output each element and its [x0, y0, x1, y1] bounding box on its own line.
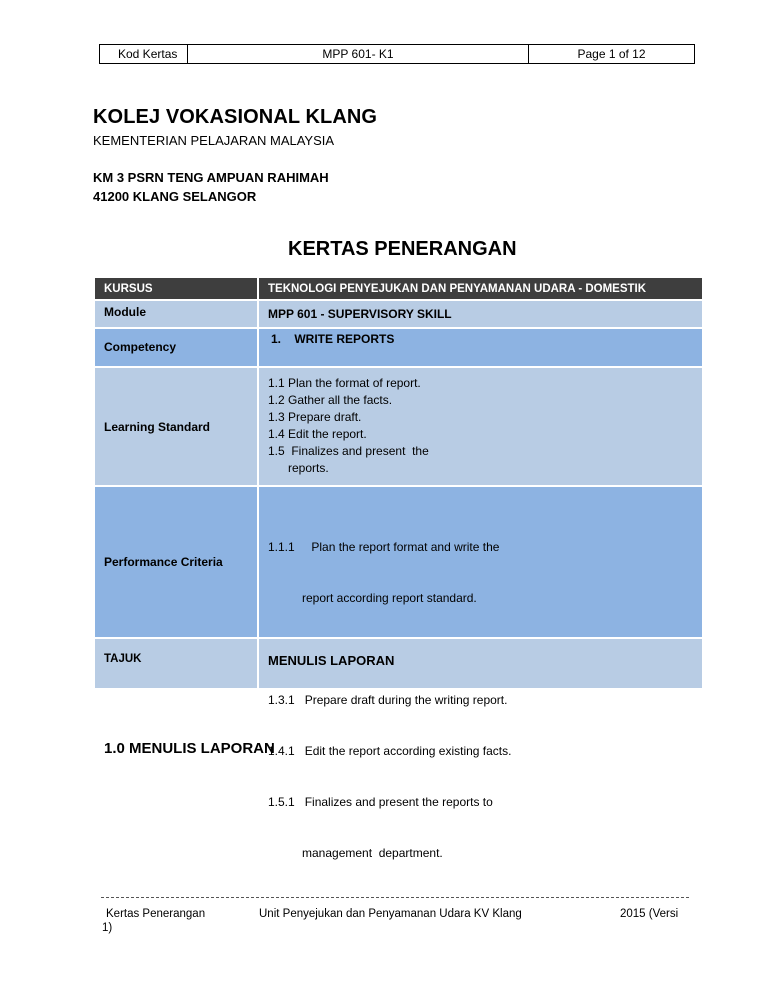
paper-code-value: MPP 601- K1 [188, 45, 529, 63]
list-item: 1.4 Edit the report. [268, 427, 367, 441]
institution-name: KOLEJ VOKASIONAL KLANG [93, 106, 378, 128]
list-item: 1.3 Prepare draft. [268, 410, 362, 424]
page-number: Page 1 of 12 [577, 47, 646, 61]
list-item: 1.1 Plan the format of report. [268, 376, 421, 390]
learning-standard-list [259, 368, 702, 485]
paper-code-label: Kod Kertas [100, 45, 188, 63]
list-item: 1.2 Gather all the facts. [268, 393, 393, 407]
list-item: 1.5.1 Finalizes and present the reports to [268, 795, 493, 809]
table-row-tajuk [95, 639, 702, 688]
table-row-learning-standard [95, 368, 702, 485]
learning-standard-label: Learning Standard [95, 368, 259, 485]
ministry-name: KEMENTERIAN PELAJARAN MALAYSIA [93, 133, 335, 148]
table-row-module [95, 301, 702, 327]
section-heading: 1.0 MENULIS LAPORAN [104, 740, 275, 757]
list-item: 1.5 Finalizes and present the [268, 444, 429, 458]
list-item: report according report standard. [302, 591, 477, 605]
list-item: reports. [288, 461, 329, 475]
document-title: KERTAS PENERANGAN [288, 238, 517, 260]
table-row-competency [95, 329, 702, 366]
competency-value: 1. WRITE REPORTS [271, 332, 395, 346]
kursus-label: KURSUS [95, 278, 259, 299]
footer-divider [101, 897, 689, 898]
list-item: 1.3.1 Prepare draft during the writing report. [268, 693, 508, 707]
address-line-1: KM 3 PSRN TENG AMPUAN RAHIMAH [93, 170, 329, 185]
footer-center: Unit Penyejukan dan Penyamanan Udara KV Klang [259, 908, 522, 920]
kursus-value: TEKNOLOGI PENYEJUKAN DAN PENYAMANAN UDARA - DOMESTIK [268, 282, 647, 295]
footer-left: Kertas Penerangan [106, 908, 206, 920]
table-row-kursus [95, 278, 702, 299]
performance-criteria-label: Performance Criteria [95, 487, 259, 637]
list-item: management department. [302, 846, 443, 860]
list-item: 1.1.1 Plan the report format and write the [268, 540, 500, 554]
tajuk-value: MENULIS LAPORAN [268, 653, 395, 668]
module-value: MPP 601 - SUPERVISORY SKILL [268, 307, 452, 321]
footer-wrap: 1) [102, 922, 113, 934]
module-label: Module [95, 301, 259, 327]
page-header-table [99, 44, 695, 64]
footer-right: 2015 (Versi [620, 908, 679, 920]
list-item: 1.4.1 Edit the report according existing facts. [268, 744, 512, 758]
competency-label: Competency [95, 329, 259, 366]
tajuk-label: TAJUK [95, 639, 259, 688]
address-line-2: 41200 KLANG SELANGOR [93, 189, 257, 204]
